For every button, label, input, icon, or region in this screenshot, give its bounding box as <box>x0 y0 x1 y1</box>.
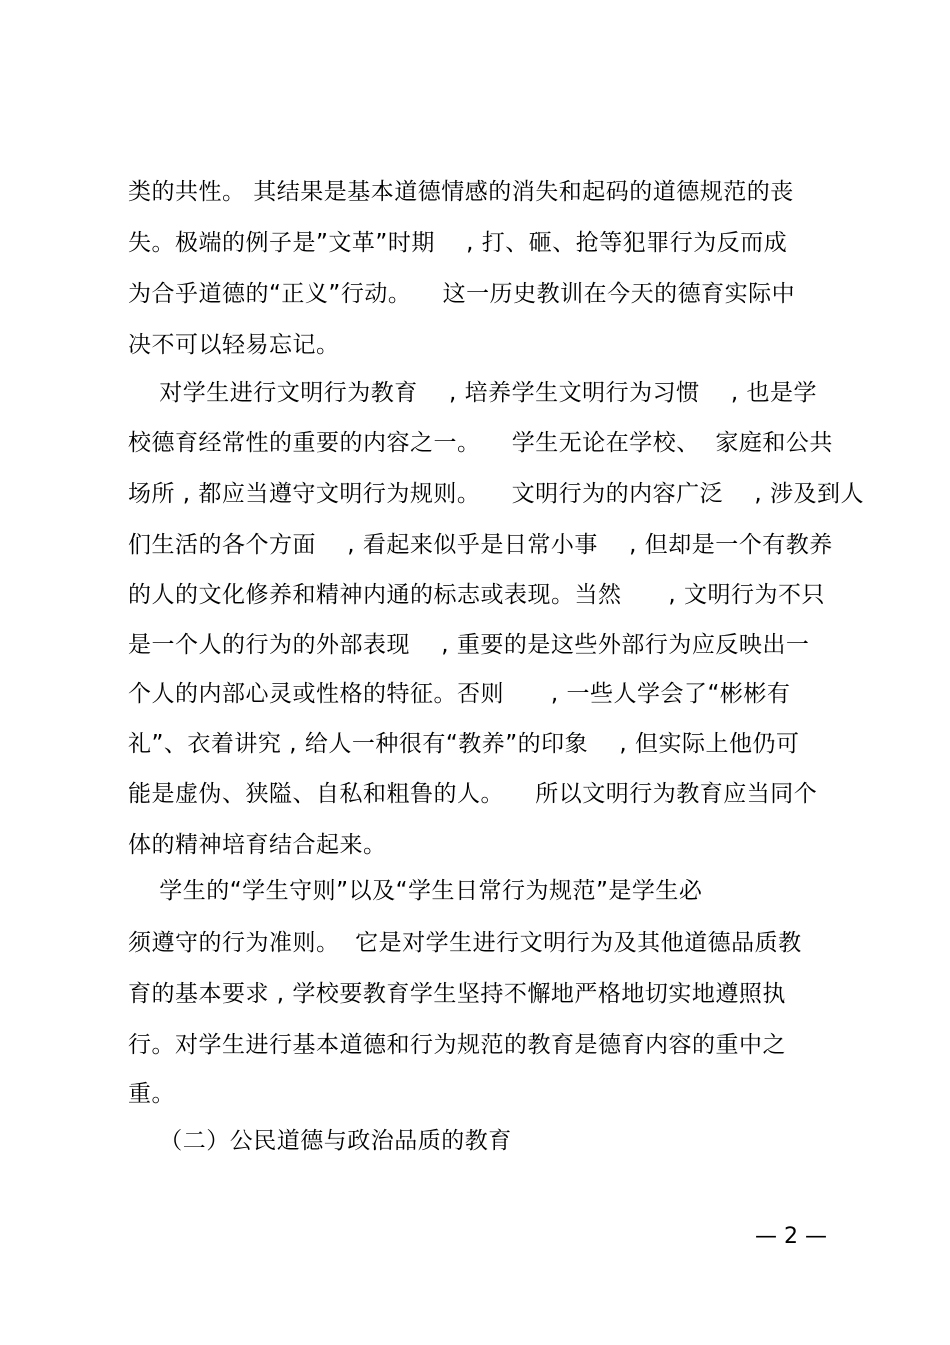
text-line-4: 决不可以轻易忘记。 <box>128 332 340 358</box>
text-line-16: 须遵守的行为准则。 它是对学生进行文明行为及其他道德品质教 <box>128 930 802 956</box>
text-line-15: 学生的“学生守则”以及“学生日常行为规范”是学生必 <box>128 878 703 904</box>
text-line-10: 是一个人的行为的外部表现 , 重要的是这些外部行为应反映出一 <box>128 632 810 658</box>
text-line-5: 对学生进行文明行为教育 , 培养学生文明行为习惯 , 也是学 <box>128 380 817 406</box>
text-line-14: 体的精神培育结合起来。 <box>128 832 387 858</box>
page-number: — 2 — <box>755 1224 827 1249</box>
text-line-8: 们生活的各个方面 , 看起来似乎是日常小事 , 但却是一个有教养 <box>128 532 833 558</box>
text-line-3: 为合乎道德的“正义”行动。 这一历史教训在今天的德育实际中 <box>128 281 796 307</box>
text-line-18: 行。对学生进行基本道德和行为规范的教育是德育内容的重中之 <box>128 1032 786 1058</box>
text-line-9: 的人的文化修养和精神内通的标志或表现。当然 , 文明行为不只 <box>128 582 825 608</box>
text-line-19: 重。 <box>128 1081 175 1107</box>
text-line-11: 个人的内部心灵或性格的特征。否则 , 一些人学会了“彬彬有 <box>128 681 791 707</box>
text-line-6: 校德育经常性的重要的内容之一。 学生无论在学校、 家庭和公共 <box>128 430 833 456</box>
text-line-12: 礼”、衣着讲究 , 给人一种很有“教养”的印象 , 但实际上他仍可 <box>128 731 800 757</box>
text-line-2: 失。极端的例子是”文革”时期 , 打、砸、抢等犯罪行为反而成 <box>128 230 788 256</box>
text-line-1: 类的共性。 其结果是基本道德情感的消失和起码的道德规范的丧 <box>128 179 794 205</box>
text-line-17: 育的基本要求 , 学校要教育学生坚持不懈地严格地切实地遵照执 <box>128 981 786 1007</box>
text-line-7: 场所 , 都应当遵守文明行为规则。 文明行为的内容广泛 , 涉及到人 <box>128 481 865 507</box>
text-line-13: 能是虚伪、狭隘、自私和粗鲁的人。 所以文明行为教育应当同个 <box>128 781 818 807</box>
section-heading: （二）公民道德与政治品质的教育 <box>128 1128 512 1154</box>
